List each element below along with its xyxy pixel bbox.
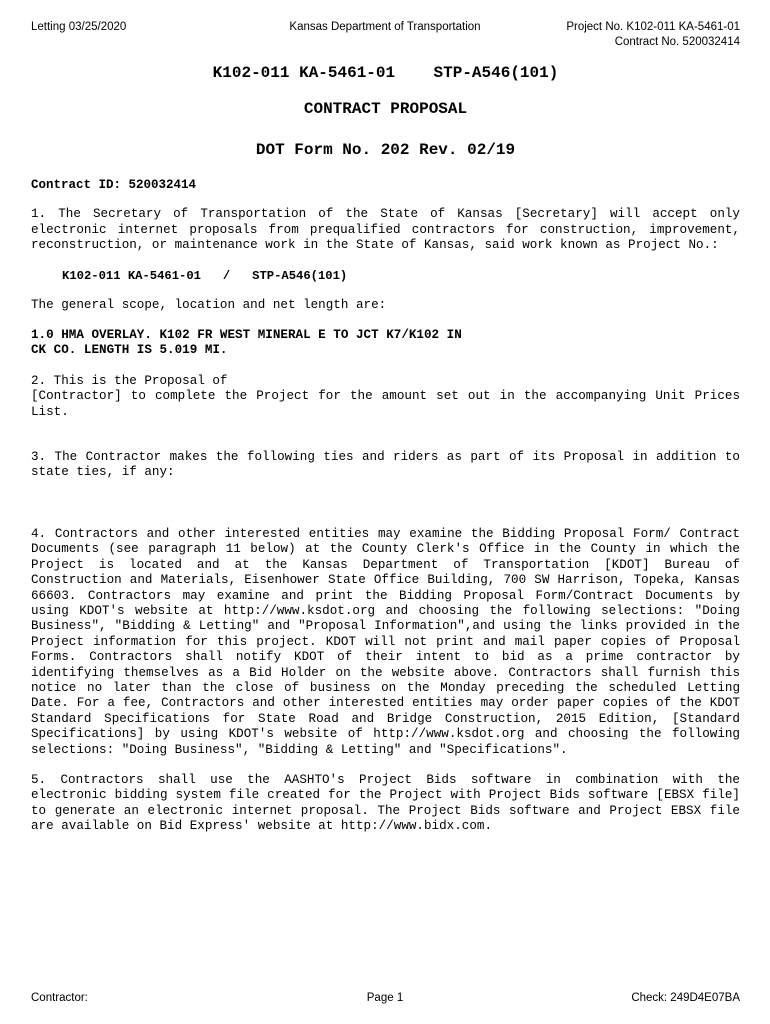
project-reference: K102-011 KA-5461-01 / STP-A546(101) bbox=[62, 268, 348, 283]
paragraph-2: [Contractor] to complete the Project for the amount set out in the accompanying Unit Prices List. bbox=[31, 389, 740, 419]
footer-check-code: Check: 249D4E07BA bbox=[631, 992, 740, 1004]
paragraph-5: 5. Contractors shall use the AASHTO's Project Bids software in combination with the electronic bidding system file created for the Project with Project Bids software [EBSX file] to generate an electronic internet proposal. The Project Bids software and Project EBSX file are available on Bid Express' website at http://www.bidx.com. bbox=[31, 772, 740, 834]
form-number-title: DOT Form No. 202 Rev. 02/19 bbox=[255, 141, 516, 159]
contract-id: Contract ID: 520032414 bbox=[31, 178, 197, 192]
scope-label: The general scope, location and net length are: bbox=[31, 297, 387, 312]
header-contract-no: Contract No. 520032414 bbox=[614, 36, 740, 48]
header-project-info bbox=[566, 20, 740, 50]
footer-contractor-label: Contractor: bbox=[31, 992, 88, 1004]
contract-proposal-title: CONTRACT PROPOSAL bbox=[303, 100, 468, 118]
paragraph-1: 1. The Secretary of Transportation of the State of Kansas [Secretary] will accept only electronic internet proposals from prequalified contractors for construction, improvement, reconstruction, or maintenance work in the State of Kansas, said work known as Project No.: bbox=[31, 207, 740, 253]
footer-page-number: Page 1 bbox=[366, 992, 404, 1004]
header-letting-date: Letting 03/25/2020 bbox=[31, 21, 127, 33]
scope-line-1: 1.0 HMA OVERLAY. K102 FR WEST MINERAL E TO JCT K7/K102 IN bbox=[31, 328, 462, 343]
paragraph-4: 4. Contractors and other interested entities may examine the Bidding Proposal Form/ Contract Documents (see paragraph 11 below) at the County Clerk's Office in the County in which the Project is located and at the Kansas Department of Transportation [KDOT] Bureau of Construction and Materials, Eisenhower State Office Building, 700 SW Harrison, Topeka, Kansas 66603. Contractors may examine and print the Bidding Proposal Form/Contract Documents by using KDOT's website at http://www.ksdot.org and choosing the following selections: "Doing Business", "Bidding & Letting" and "Proposal Information",and using the links provided in the Project information for this project. KDOT will not print and mail paper copies of Proposal Forms. Contractors shall notify KDOT of their intent to bid as a prime contractor by identifying themselves as a Bid Holder on the website above. Contractors shall furnish this notice no later than the close of business on the Monday preceding the scheduled Letting Date. For a fee, Contractors and other interested entities may order paper copies of the KDOT Standard Specifications for State Road and Bridge Construction, 2015 Edition, [Standard Specifications] by using KDOT's website of http://www.ksdot.org and choosing the following selections: "Doing Business", "Bidding & Letting" and "Specifications". bbox=[31, 526, 740, 757]
scope-line-2: CK CO. LENGTH IS 5.019 MI. bbox=[31, 343, 228, 358]
paragraph-3: 3. The Contractor makes the following ties and riders as part of its Proposal in addition to state ties, if any: bbox=[31, 450, 740, 480]
paragraph-2-line-1: 2. This is the Proposal of bbox=[31, 373, 228, 388]
document-body bbox=[31, 62, 740, 835]
project-title: K102-011 KA-5461-01 STP-A546(101) bbox=[212, 64, 559, 82]
header-project-no: Project No. K102-011 KA-5461-01 bbox=[566, 21, 740, 33]
header-agency: Kansas Department of Transportation bbox=[289, 21, 481, 33]
